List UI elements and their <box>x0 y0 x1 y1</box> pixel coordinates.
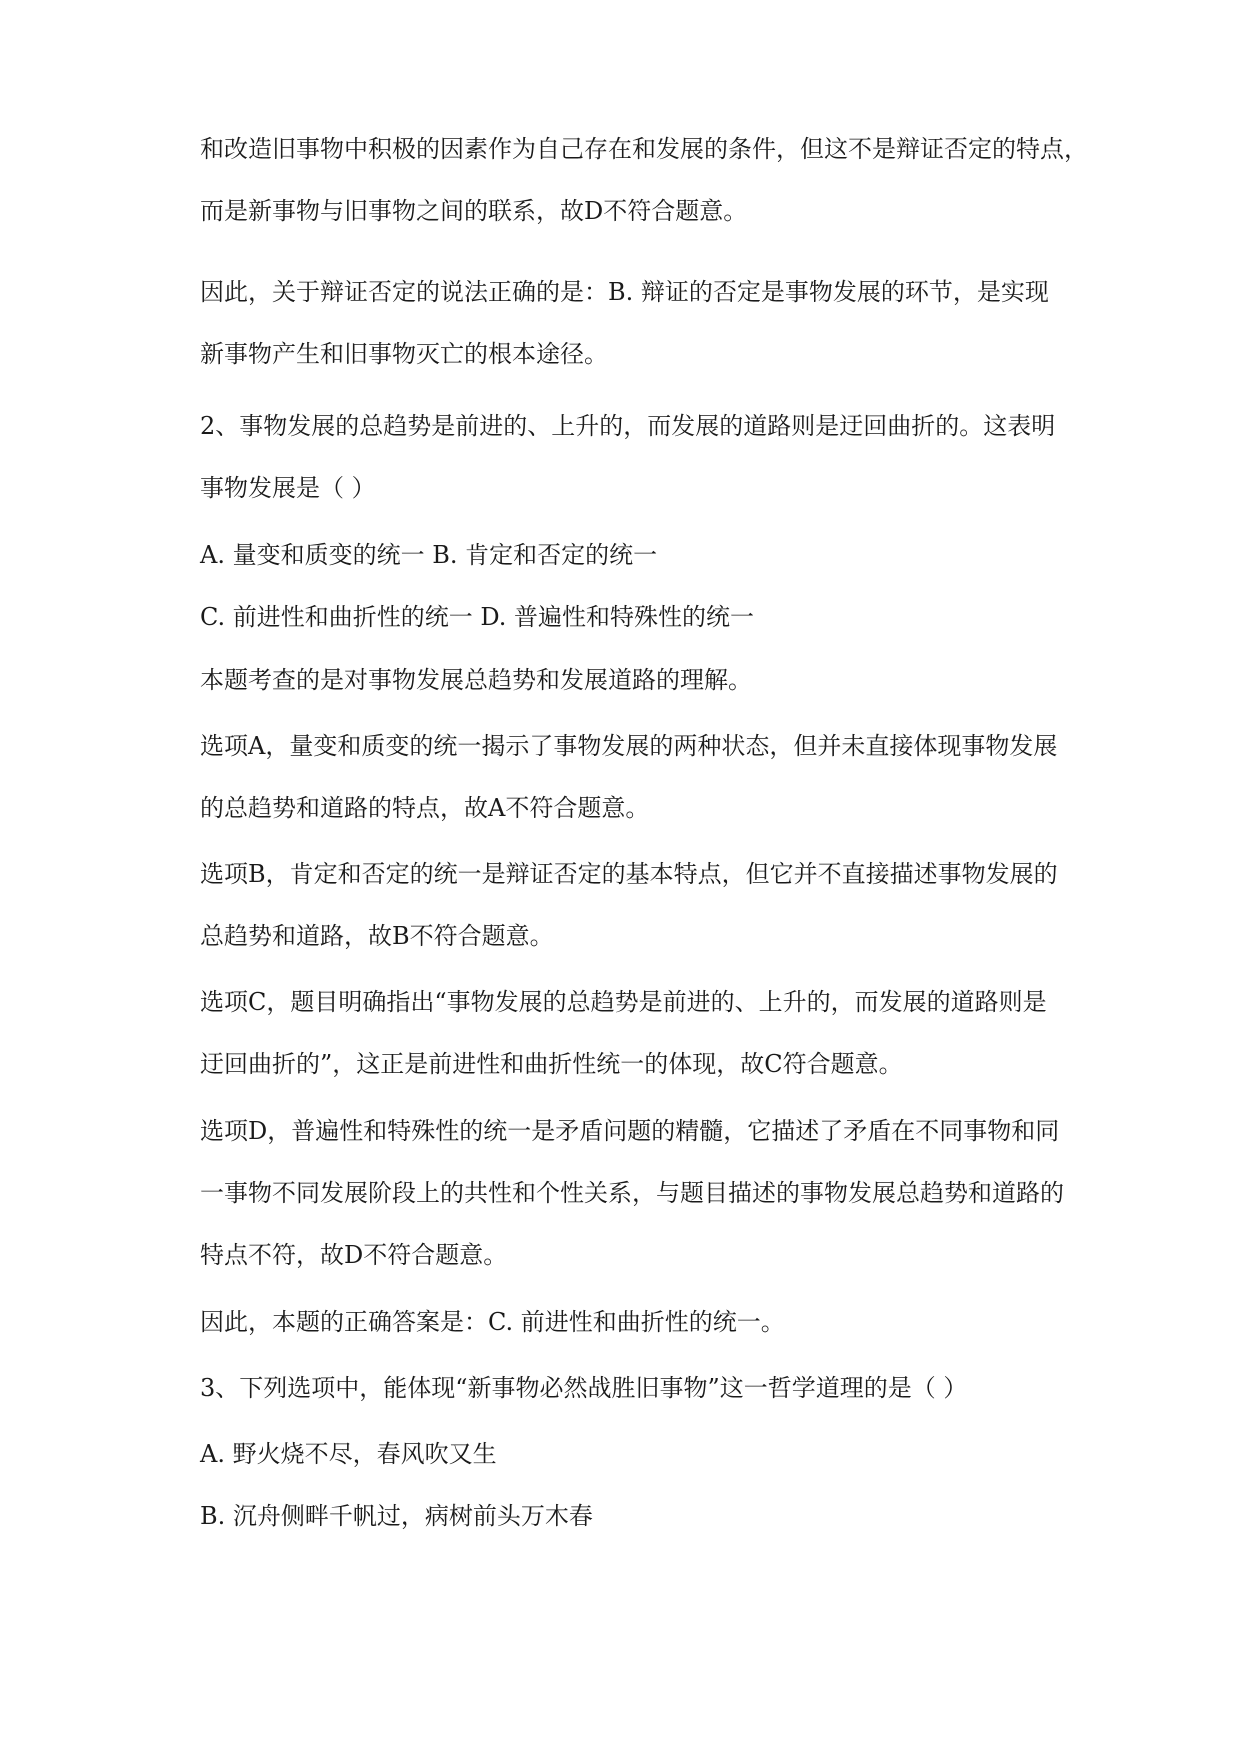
paragraph-line: 总趋势和道路，故B不符合题意。 <box>200 922 554 950</box>
question-3-option-b: B. 沉舟侧畔千帆过，病树前头万木春 <box>200 1502 593 1530</box>
answer-line: 因此，本题的正确答案是：C. 前进性和曲折性的统一。 <box>200 1308 785 1336</box>
paragraph-line: 本题考查的是对事物发展总趋势和发展道路的理解。 <box>200 666 752 694</box>
paragraph-line: 选项C，题目明确指出“事物发展的总趋势是前进的、上升的，而发展的道路则是 <box>200 988 1047 1016</box>
question-2-options: A. 量变和质变的统一 B. 肯定和否定的统一 <box>200 541 658 569</box>
paragraph-line: 新事物产生和旧事物灭亡的根本途径。 <box>200 340 608 368</box>
question-2-options: C. 前进性和曲折性的统一 D. 普遍性和特殊性的统一 <box>200 603 755 631</box>
paragraph-line: 因此，关于辩证否定的说法正确的是：B. 辩证的否定是事物发展的环节，是实现 <box>200 278 1049 306</box>
paragraph-line: 和改造旧事物中积极的因素作为自己存在和发展的条件，但这不是辩证否定的特点， <box>200 135 1088 163</box>
paragraph-line: 一事物不同发展阶段上的共性和个性关系，与题目描述的事物发展总趋势和道路的 <box>200 1179 1064 1207</box>
paragraph-line: 选项B，肯定和否定的统一是辩证否定的基本特点，但它并不直接描述事物发展的 <box>200 860 1058 888</box>
paragraph-line: 的总趋势和道路的特点，故A不符合题意。 <box>200 794 650 822</box>
question-3-stem: 3、下列选项中，能体现“新事物必然战胜旧事物”这一哲学道理的是（ ） <box>200 1374 968 1402</box>
paragraph-line: 特点不符，故D不符合题意。 <box>200 1241 508 1269</box>
paragraph-line: 而是新事物与旧事物之间的联系，故D不符合题意。 <box>200 197 748 225</box>
paragraph-line: 选项D，普遍性和特殊性的统一是矛盾问题的精髓，它描述了矛盾在不同事物和同 <box>200 1117 1060 1145</box>
paragraph-line: 迂回曲折的”，这正是前进性和曲折性统一的体现，故C符合题意。 <box>200 1050 903 1078</box>
question-2-stem: 2、事物发展的总趋势是前进的、上升的，而发展的道路则是迂回曲折的。这表明 <box>200 412 1056 440</box>
paragraph-line: 选项A，量变和质变的统一揭示了事物发展的两种状态，但并未直接体现事物发展 <box>200 732 1058 760</box>
question-2-stem: 事物发展是（ ） <box>200 474 376 502</box>
question-3-option-a: A. 野火烧不尽，春风吹又生 <box>200 1440 497 1468</box>
